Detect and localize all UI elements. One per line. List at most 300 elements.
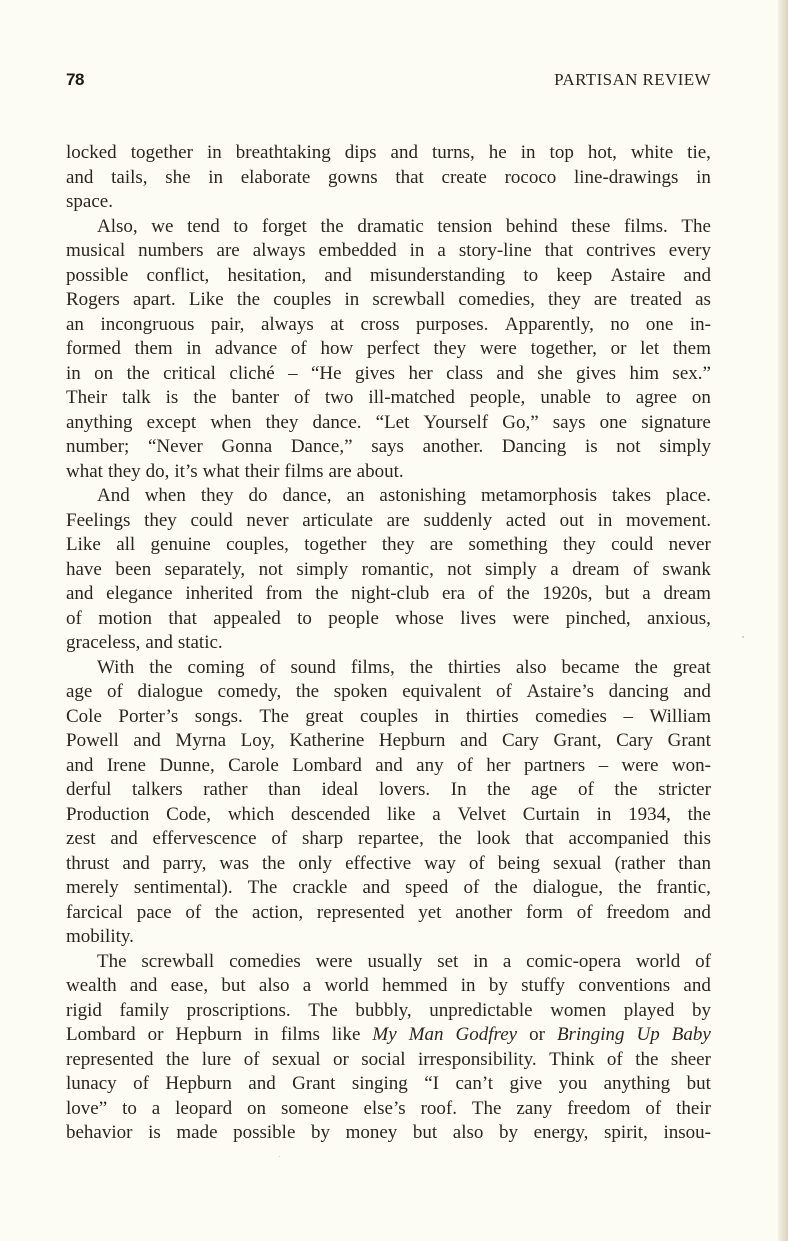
text-line xyxy=(66,215,711,240)
word: Think xyxy=(549,1048,595,1070)
word: Cary xyxy=(616,730,654,751)
word: effective xyxy=(345,852,412,874)
word: together, xyxy=(530,338,597,359)
word: signature xyxy=(641,411,711,433)
word: hot, xyxy=(587,142,617,163)
word: set xyxy=(437,950,459,972)
word: dream xyxy=(663,583,711,604)
word: the xyxy=(487,779,511,800)
word: than xyxy=(678,852,711,874)
word: became xyxy=(561,656,620,678)
word: sexual xyxy=(271,1048,321,1070)
word: the xyxy=(193,387,217,408)
italic-title-word: Man xyxy=(408,1024,444,1045)
word: white xyxy=(630,142,674,163)
text-line xyxy=(66,876,711,901)
word: and xyxy=(133,730,161,751)
word: dancing xyxy=(608,681,669,702)
word: one xyxy=(599,411,628,433)
word: space. xyxy=(66,191,113,212)
word: talk xyxy=(122,387,151,408)
word: misunderstanding xyxy=(370,264,506,286)
text-line-words xyxy=(66,876,711,901)
word: of xyxy=(294,387,310,408)
word: Yourself xyxy=(423,411,489,433)
word: also xyxy=(258,975,290,996)
word: songs. xyxy=(194,705,243,727)
word: forget xyxy=(261,215,307,237)
text-line-words xyxy=(66,362,711,387)
text-line-words xyxy=(66,778,711,803)
word: the xyxy=(409,656,433,678)
text-line xyxy=(66,754,711,779)
word: any xyxy=(416,754,444,776)
word: thirties xyxy=(448,656,501,678)
word: suddenly xyxy=(423,509,493,531)
word: and xyxy=(324,264,352,286)
word: says xyxy=(552,411,586,433)
word: and xyxy=(390,142,418,163)
word: couples xyxy=(359,705,418,727)
word: never xyxy=(246,509,289,531)
word: like xyxy=(331,1024,361,1045)
word: you xyxy=(558,1073,588,1094)
word: static. xyxy=(177,632,223,653)
text-line-words xyxy=(66,1097,711,1122)
word: turns, xyxy=(431,142,475,163)
word: Porter’s xyxy=(118,705,179,727)
page-number: 78 xyxy=(66,70,84,89)
word: that xyxy=(525,828,554,849)
word: screwball xyxy=(372,289,446,310)
word: an xyxy=(66,313,84,335)
word: by xyxy=(310,1122,330,1143)
word: 1920s, xyxy=(542,583,593,604)
word: people xyxy=(328,607,379,629)
text-line-words xyxy=(66,264,711,289)
word: money xyxy=(345,1122,398,1143)
word: they xyxy=(144,509,177,531)
word: that xyxy=(395,166,424,188)
word: a xyxy=(302,975,312,996)
word: and xyxy=(375,754,403,776)
text-line xyxy=(66,631,711,656)
word: pair, xyxy=(210,313,245,335)
word: roof. xyxy=(420,1097,457,1119)
word: of xyxy=(133,1073,149,1094)
word: way xyxy=(424,852,456,874)
word: With xyxy=(97,656,135,678)
word: a xyxy=(151,1097,161,1119)
word: all xyxy=(116,534,136,555)
word: Cary xyxy=(501,730,539,751)
word: a xyxy=(432,803,441,825)
word: proscriptions. xyxy=(186,999,291,1021)
word: mobility. xyxy=(66,926,134,947)
word: Curtain xyxy=(522,803,580,825)
word: about. xyxy=(356,460,404,482)
text-line-words xyxy=(66,509,711,534)
word: astonishing xyxy=(379,485,466,506)
word: and xyxy=(145,632,173,653)
word: they xyxy=(433,338,467,359)
word: she xyxy=(165,166,191,188)
word: Grant, xyxy=(553,730,602,751)
word: insou- xyxy=(663,1122,711,1143)
word: comic-opera xyxy=(526,950,622,972)
word: pace xyxy=(136,901,172,923)
word: “He xyxy=(310,362,342,384)
word: gowns xyxy=(328,166,378,188)
word: two xyxy=(324,387,354,408)
word: singing xyxy=(351,1073,408,1094)
word: or xyxy=(147,1024,164,1045)
word: musical xyxy=(66,240,126,261)
word: Code, xyxy=(166,803,212,825)
word: night-club xyxy=(351,583,430,604)
text-line xyxy=(66,411,711,436)
word: frantic, xyxy=(656,877,711,898)
text-line xyxy=(66,460,711,485)
word: simply xyxy=(485,558,537,580)
word: when xyxy=(144,485,186,506)
word: partners xyxy=(523,754,586,776)
word: sexual xyxy=(553,852,602,874)
text-line xyxy=(66,950,711,975)
word: but xyxy=(605,583,630,604)
text-line xyxy=(66,901,711,926)
text-line-words xyxy=(66,190,711,215)
text-line-words xyxy=(66,582,711,607)
word: were xyxy=(621,754,659,776)
word: in xyxy=(597,509,613,531)
word: being xyxy=(497,852,540,874)
word: rigid xyxy=(66,999,102,1021)
word: In xyxy=(450,779,467,800)
word: they xyxy=(107,460,141,482)
word: derful xyxy=(66,779,112,800)
word: dream xyxy=(572,558,620,580)
italic-title-word: Godfrey xyxy=(455,1024,518,1045)
word: but xyxy=(686,1073,711,1094)
word: also xyxy=(515,656,547,678)
text-line xyxy=(66,607,711,632)
text-line-words xyxy=(66,386,711,411)
word: usually xyxy=(367,950,423,972)
word: in xyxy=(206,142,222,163)
word: yet xyxy=(418,901,442,923)
word: dialogue, xyxy=(532,877,604,898)
word: incongruous xyxy=(100,313,195,335)
text-line-words xyxy=(66,974,711,999)
text-line xyxy=(66,974,711,999)
word: swank xyxy=(662,558,711,580)
word: dance, xyxy=(282,485,332,506)
word: the xyxy=(634,656,658,678)
word: The xyxy=(471,1097,502,1119)
word: conventions xyxy=(578,975,671,996)
word: of xyxy=(463,877,480,898)
word: another. xyxy=(422,436,484,457)
word: Hepburn xyxy=(175,1024,242,1045)
word: by xyxy=(488,975,508,996)
word: bubbly, xyxy=(355,999,412,1021)
text-line-words xyxy=(66,141,711,166)
text-line xyxy=(66,386,711,411)
word: do, xyxy=(145,460,170,482)
word: social xyxy=(361,1048,406,1070)
text-line xyxy=(66,239,711,264)
word: are xyxy=(386,509,410,531)
word: her xyxy=(408,362,433,384)
word: William xyxy=(649,705,711,727)
word: a xyxy=(502,950,512,972)
word: and xyxy=(66,754,94,776)
word: freedom xyxy=(567,1097,631,1119)
word: age xyxy=(66,681,93,702)
word: takes xyxy=(612,485,652,506)
word: were xyxy=(315,950,353,972)
page-edge-shadow xyxy=(778,0,788,1241)
word: form xyxy=(526,901,563,923)
word: lives xyxy=(460,607,497,629)
word: repartee, xyxy=(357,828,424,849)
text-line-words xyxy=(66,1048,711,1073)
word: unpredictable xyxy=(429,999,533,1021)
word: rococo xyxy=(504,166,557,188)
word: to xyxy=(605,387,621,408)
word: only xyxy=(298,852,333,874)
word: anything xyxy=(66,411,133,433)
word: the xyxy=(166,1048,190,1070)
word: appealed xyxy=(213,607,281,629)
text-line xyxy=(66,313,711,338)
word: of xyxy=(695,950,711,972)
text-line-words xyxy=(66,901,711,926)
word: which xyxy=(227,803,275,825)
word: except xyxy=(146,411,197,433)
word: that xyxy=(168,607,197,629)
word: made xyxy=(176,1122,218,1143)
word: “Never xyxy=(147,436,203,457)
italic-title-word: Up xyxy=(636,1024,660,1045)
word: and xyxy=(66,583,94,604)
text-line-words xyxy=(66,288,711,313)
word: Carole xyxy=(228,754,279,776)
word: simply xyxy=(296,558,349,580)
text-line xyxy=(66,582,711,607)
paper-speck xyxy=(279,1156,280,1157)
word: The xyxy=(247,877,278,898)
text-line xyxy=(66,362,711,387)
word: to xyxy=(297,607,312,629)
text-line xyxy=(66,852,711,877)
word: lovers. xyxy=(378,779,431,800)
word: treated xyxy=(630,289,682,310)
text-line xyxy=(66,435,711,460)
word: been xyxy=(115,558,152,580)
word: Myrna xyxy=(175,730,227,751)
word: simply xyxy=(659,436,711,457)
word: are xyxy=(216,240,240,261)
word: unable xyxy=(540,387,591,408)
text-line xyxy=(66,827,711,852)
word: place. xyxy=(666,485,711,506)
text-line-words xyxy=(66,680,711,705)
text-line-words xyxy=(66,1072,711,1097)
word: and xyxy=(683,681,711,702)
text-line xyxy=(66,680,711,705)
word: Velvet xyxy=(457,803,506,825)
word: wealth xyxy=(66,975,117,996)
word: in xyxy=(208,166,224,188)
word: can’t xyxy=(455,1073,494,1094)
text-line-words xyxy=(66,803,711,828)
word: couples, xyxy=(226,534,289,555)
word: “I xyxy=(424,1073,440,1094)
word: represented xyxy=(316,901,405,923)
word: merely xyxy=(66,877,119,898)
word: The xyxy=(97,950,127,972)
word: world xyxy=(324,975,369,996)
word: create xyxy=(441,166,487,188)
word: locked xyxy=(66,142,117,163)
word: The xyxy=(681,215,711,237)
word: what xyxy=(66,460,103,482)
word: comedies, xyxy=(458,289,535,310)
text-line-words xyxy=(66,337,711,362)
word: tension xyxy=(437,215,493,237)
word: Lombard xyxy=(292,754,362,776)
word: of xyxy=(477,583,494,604)
word: inherited xyxy=(185,583,253,604)
word: they xyxy=(563,534,596,555)
word: accompanied xyxy=(568,828,669,849)
text-line-words xyxy=(66,166,711,191)
word: a xyxy=(550,558,559,580)
word: were xyxy=(512,607,550,629)
word: possible xyxy=(66,264,129,286)
word: tails, xyxy=(111,166,148,188)
word: but xyxy=(221,975,246,996)
word: to xyxy=(523,264,539,286)
word: Astaire xyxy=(610,264,666,286)
text-line-words xyxy=(66,705,711,730)
word: also xyxy=(452,1122,484,1143)
text-line xyxy=(66,166,711,191)
word: comedies xyxy=(535,705,607,727)
word: lunacy xyxy=(66,1073,117,1094)
word: to xyxy=(233,215,249,237)
text-line xyxy=(66,705,711,730)
word: or xyxy=(529,1024,545,1045)
word: to xyxy=(122,1097,137,1119)
word: in xyxy=(434,705,450,727)
text-line-words xyxy=(66,411,711,436)
word: of xyxy=(468,852,485,874)
word: The xyxy=(259,705,289,727)
text-line xyxy=(66,337,711,362)
word: and xyxy=(248,1073,276,1094)
word: an xyxy=(346,485,365,506)
word: (rather xyxy=(614,852,666,874)
text-line xyxy=(66,484,711,509)
word: pinched, xyxy=(565,607,631,629)
running-head xyxy=(66,70,711,94)
word: – xyxy=(288,362,298,384)
text-line-words xyxy=(66,533,711,558)
word: Like xyxy=(188,289,224,310)
word: every xyxy=(668,240,711,261)
word: ill-matched xyxy=(368,387,455,408)
word: the xyxy=(494,877,518,898)
word: dips xyxy=(344,142,377,163)
word: look xyxy=(476,828,511,849)
word: Irene xyxy=(106,754,146,776)
text-line-words xyxy=(97,484,711,509)
word: formed xyxy=(66,338,121,359)
word: Go,” xyxy=(502,411,539,433)
text-line xyxy=(66,264,711,289)
word: cross xyxy=(360,313,400,335)
word: the xyxy=(635,1048,659,1070)
word: in xyxy=(66,362,81,384)
word: always xyxy=(252,240,306,261)
text-line-words xyxy=(97,950,711,975)
word: the xyxy=(506,583,530,604)
word: sex.” xyxy=(672,362,711,384)
word: were xyxy=(479,338,517,359)
word: and xyxy=(129,975,158,996)
word: elaborate xyxy=(240,166,311,188)
word: Feelings xyxy=(66,509,131,531)
word: in xyxy=(409,240,425,261)
word: separately, xyxy=(164,558,246,580)
word: world xyxy=(635,950,681,972)
text-line-words xyxy=(66,631,711,656)
text-line-words xyxy=(66,460,711,485)
word: a xyxy=(437,240,446,261)
text-line-words xyxy=(66,827,711,852)
word: and xyxy=(683,975,711,996)
word: Astaire’s xyxy=(526,681,594,702)
word: in xyxy=(460,975,476,996)
word: sentimental). xyxy=(133,877,233,898)
word: Rogers xyxy=(66,289,120,310)
word: gives xyxy=(575,362,617,384)
word: could xyxy=(611,534,654,555)
word: no xyxy=(610,313,630,335)
word: critical xyxy=(163,362,216,384)
word: of xyxy=(259,656,276,678)
word: films. xyxy=(623,215,668,237)
word: and xyxy=(66,166,94,188)
word: cliché xyxy=(229,362,275,384)
word: spoken xyxy=(333,681,388,702)
word: coming xyxy=(187,656,245,678)
word: embedded xyxy=(318,240,397,261)
word: banter xyxy=(231,387,280,408)
word: – xyxy=(623,705,633,727)
text-line xyxy=(66,509,711,534)
word: sound xyxy=(290,656,336,678)
word: someone xyxy=(280,1097,349,1119)
text-line xyxy=(66,190,711,215)
word: from xyxy=(265,583,303,604)
text-line-words xyxy=(66,435,711,460)
text-line xyxy=(66,656,711,681)
word: Grant xyxy=(667,730,711,751)
